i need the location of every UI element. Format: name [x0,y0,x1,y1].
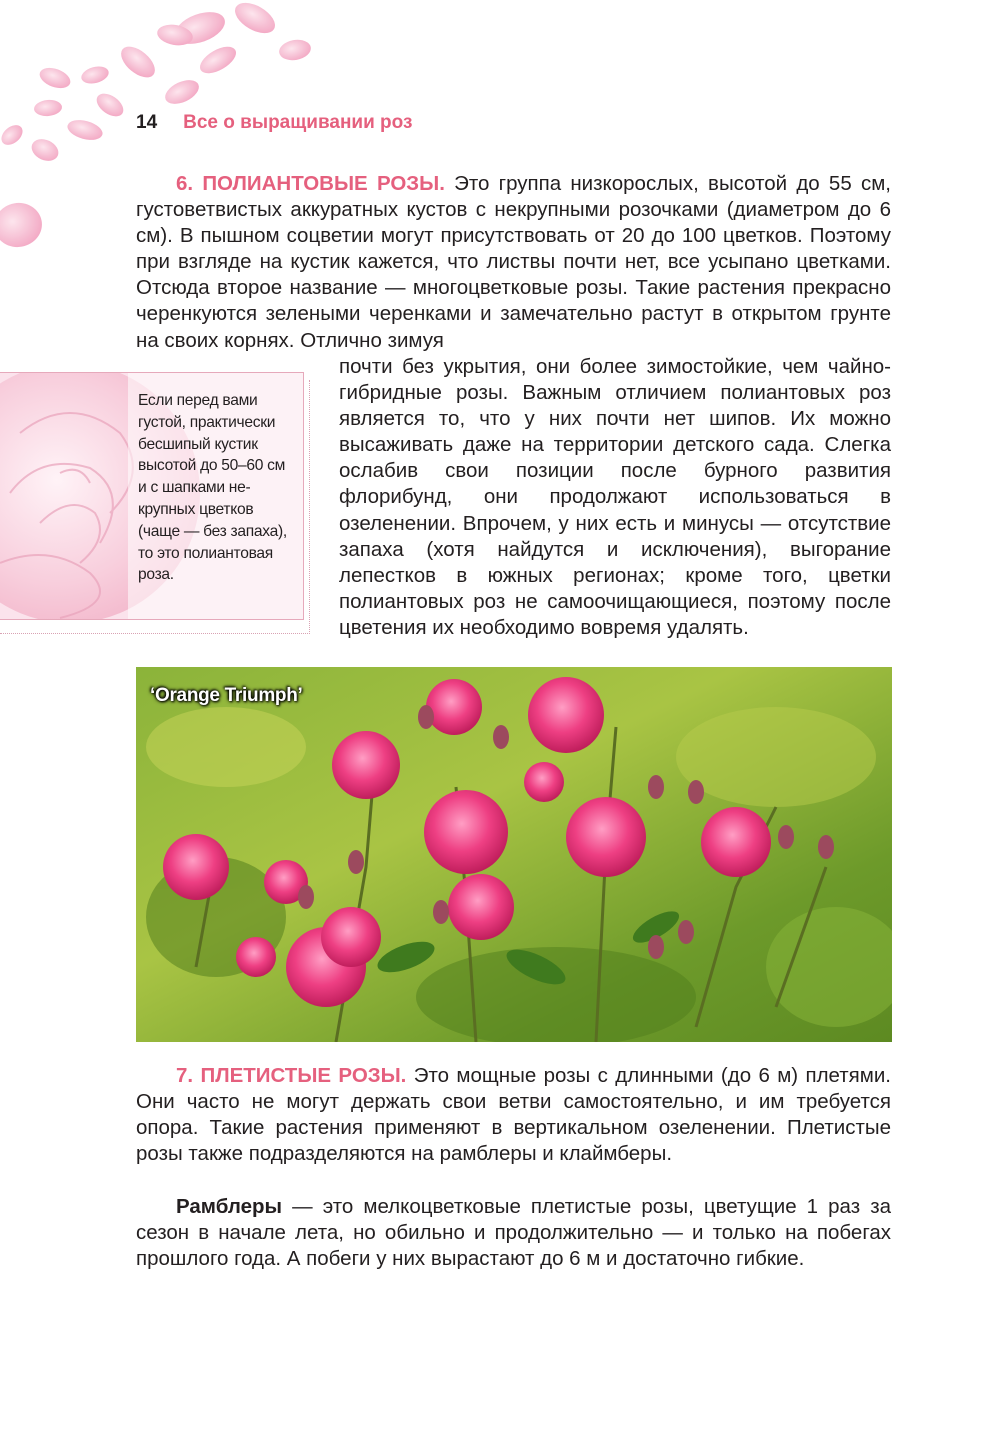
running-header [136,112,412,142]
section-climbing-intro: Это мощные розы с длинными (до 6 м) плетями. Они часто не могут держать свои ветви самостоятельно, и им требуется опора. Такие растения применяют в вертикальном озеленении. Плетистые розы также подразделяются на рамблеры и клаймберы. [136,1064,891,1166]
rambler-term: Рамблеры [176,1195,283,1218]
section-polyantha-paragraph [136,171,891,354]
section-climbing-paragraph [136,1063,891,1167]
section-polyantha-continuation: почти без укрытия, они более зимостойкие, чем чайно-гибридные розы. Важным отличием полиантовых роз является то, что у них почти нет шипов. Их можно высаживать даже на территории детского сада. Слегка ослабив свои позиции после бурного развития флорибунд, они продолжают использоваться в озеленении. Впрочем, у них есть и минусы — отсутствие запаха (хотя найдутся и исключения), выгорание лепестков в южных регионах; кроме того, цветки полиантовых роз не самоочищающиеся, поэтому после цветения их необходимо вовремя удалять. [339,355,891,639]
sidebar-note-box [0,372,304,620]
rambler-definition: — это мелкоцветковые плетистые розы, цветущие 1 раз за сезон в начале лета, но обильно и продолжительно — и только на побегах прошлого года. А побеги у них вырастают до 6 м и достаточно гибкие. [136,1195,891,1271]
photo-caption: ‘Orange Triumph’ [150,685,303,706]
sidebar-note-text: Если перед вами густой, практически бесшипый кустик высотой до 50–60 см и с шапками некрупных цветков (чаще — без запаха), то это полиантовая роза. [138,392,287,584]
running-title: Все о выращивании роз [183,112,413,133]
section-polyantha-intro: Это группа низкорослых, высотой до 55 см, густоветвистых аккуратных кустов с некрупными розочками (диаметром до 6 см). В пышном соцветии могут присутствовать от 20 до 100 цветков. Поэтому при взгляде на кустик кажется, что листвы почти нет, все усыпано цветками. Отсюда второе название — многоцветковые розы. Такие растения прекрасно черенкуются зелеными черенками и замечательно растут в открытом грунте на своих корнях. Отлично зимуя [136,172,891,352]
section-climbing-heading: 7. ПЛЕТИСТЫЕ РОЗЫ. [176,1064,407,1087]
page-number: 14 [136,112,158,133]
section-polyantha-heading: 6. ПОЛИАНТОВЫЕ РОЗЫ. [176,172,445,195]
rose-bush-image [136,667,892,1042]
rose-photo [136,667,892,1042]
rambler-paragraph [136,1194,891,1272]
